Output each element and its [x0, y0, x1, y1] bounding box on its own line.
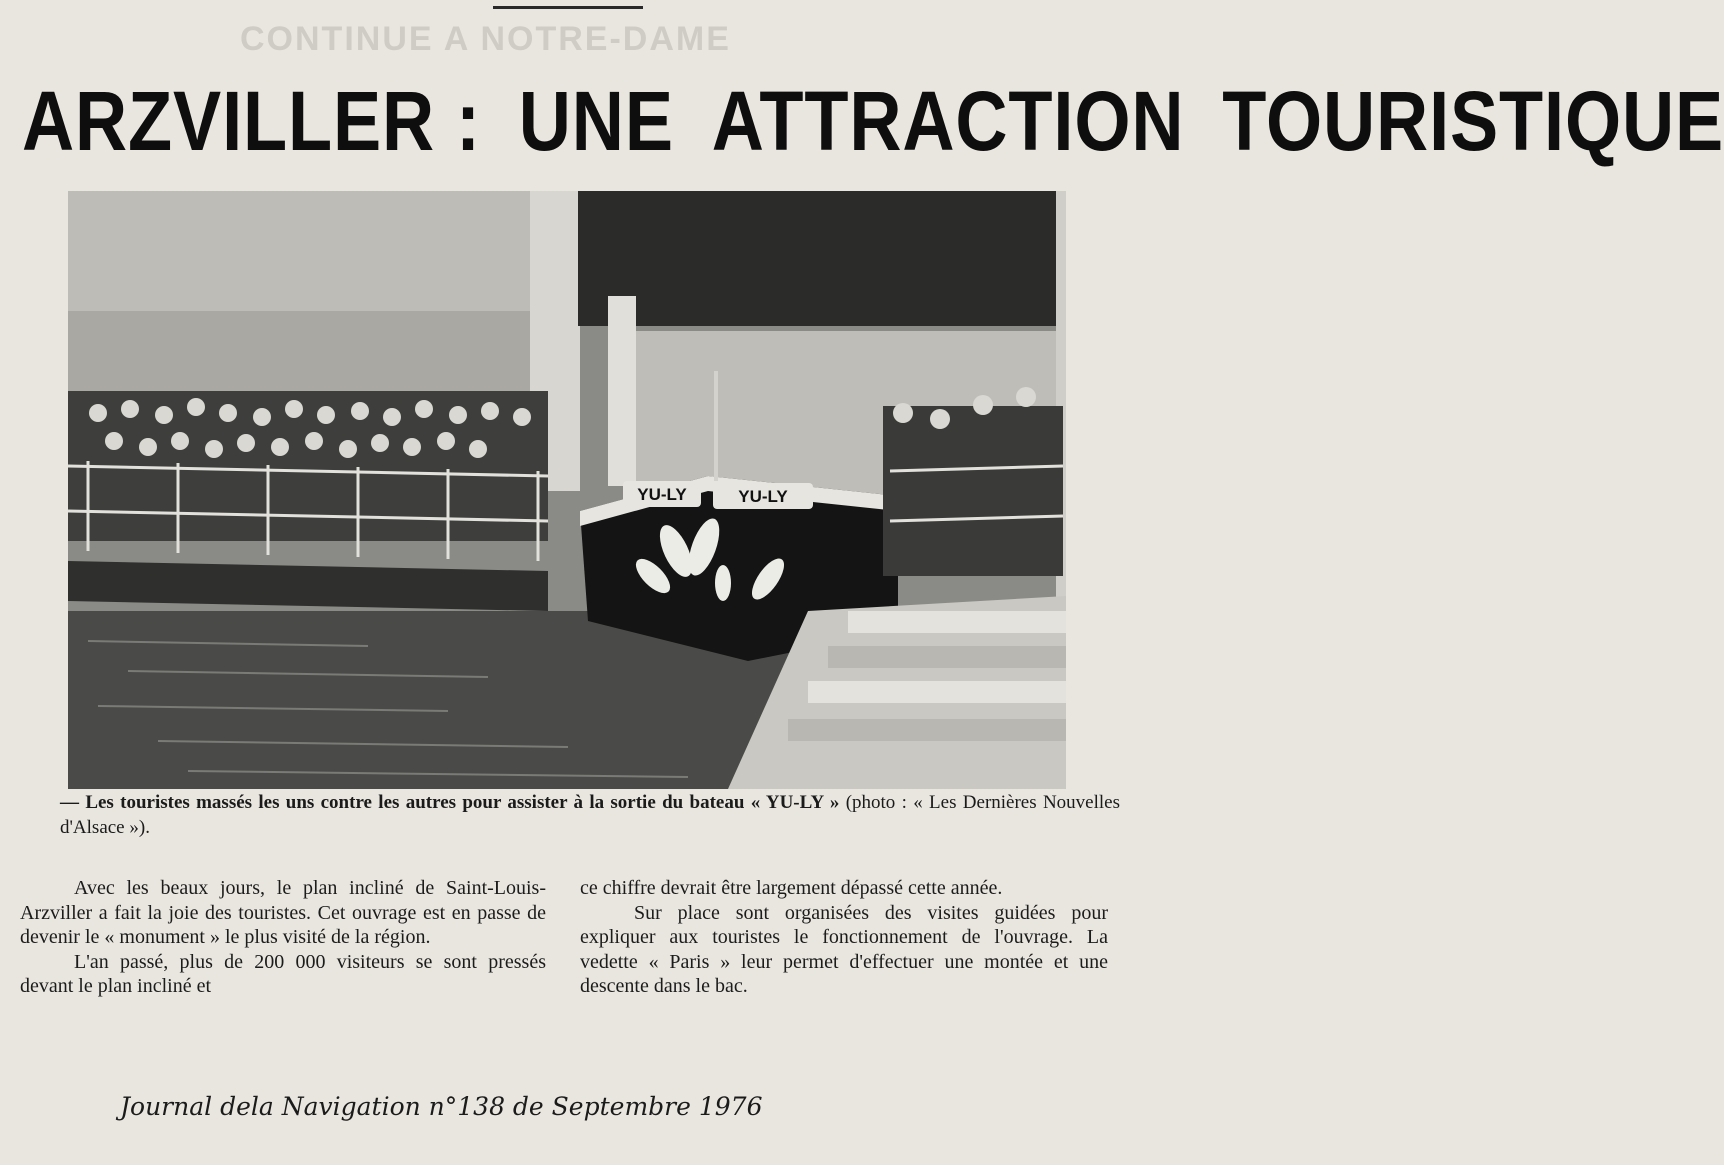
top-rule — [493, 6, 643, 9]
article-column-left — [20, 876, 546, 999]
caption-credit: (photo : « Les Dernières Nouvelles d'Alsace »). — [60, 792, 1120, 838]
headline-part-2: UNE — [518, 74, 674, 168]
boat-name-label: YU-LY — [738, 487, 788, 506]
headline — [22, 66, 1724, 176]
article-paragraph: Avec les beaux jours, le plan incliné de Saint-Louis-Arzviller a fait la joie des touristes. Cet ouvrage est en passe de devenir le « monument » le plus visité de la région. — [20, 877, 546, 948]
article-paragraph: ce chiffre devrait être largement dépassé cette année. — [580, 877, 1003, 899]
article-column-right — [580, 876, 1108, 999]
headline-part-3: ATTRACTION — [711, 74, 1185, 168]
caption-lead: — Les touristes massés les uns contre les autres pour assister à la sortie du bateau « YU-LY » — [60, 792, 840, 813]
source-signature: Journal dela Navigation n°138 de Septembre 1976 — [120, 1092, 763, 1121]
headline-part-4: TOURISTIQUE — [1222, 74, 1724, 168]
boat-photo-illustration — [68, 191, 1066, 789]
bleed-through-text: CONTINUE A NOTRE-DAME — [240, 20, 731, 58]
photo-caption — [60, 790, 1120, 840]
news-photo — [68, 191, 1066, 789]
boat-name-label: YU-LY — [637, 485, 687, 504]
article-paragraph: Sur place sont organisées des visites guidées pour expliquer aux touristes le fonctionnement de l'ouvrage. La vedette « Paris » leur permet d'effectuer une montée et une descente dans le bac. — [580, 901, 1108, 997]
article-paragraph: L'an passé, plus de 200 000 visiteurs se sont pressés devant le plan incliné et — [20, 950, 546, 997]
headline-part-1: ARZVILLER : — [22, 74, 481, 168]
